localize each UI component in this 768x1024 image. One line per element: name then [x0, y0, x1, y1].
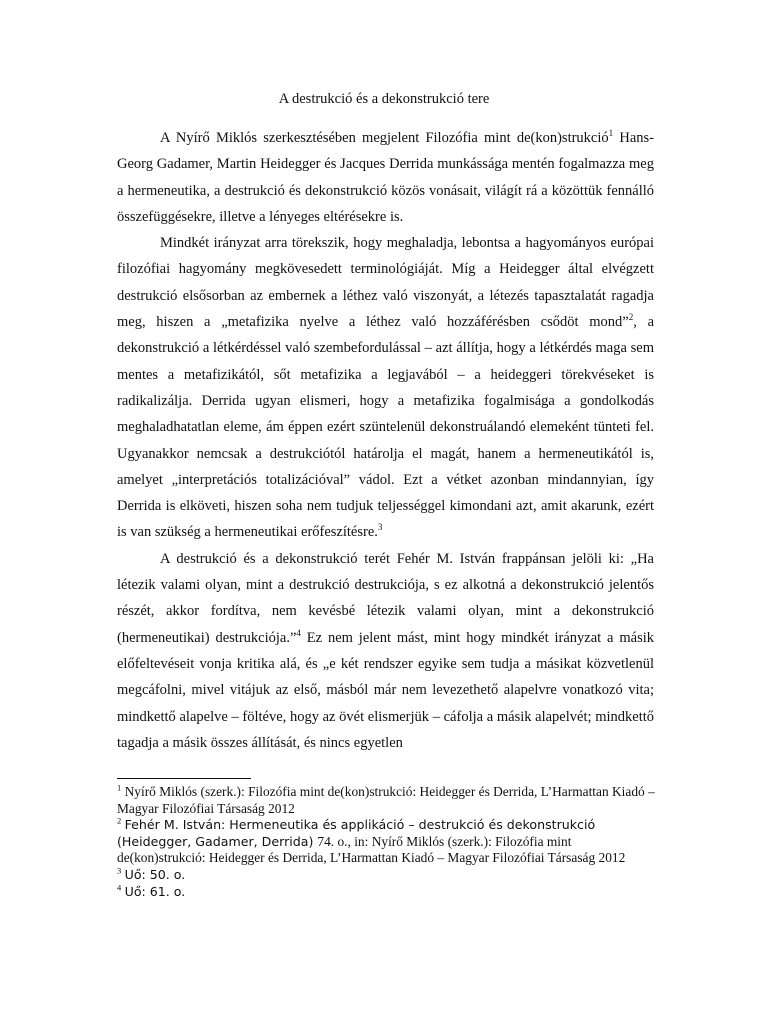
- footnote-number: 3: [117, 865, 122, 876]
- paragraph-1: [117, 125, 654, 230]
- footnote-text-sans: Fehér M. István: Hermeneutika és applikáció – destrukció és dekonstrukció (Heidegger, Gadamer, Derrida): [117, 817, 596, 849]
- paragraph-3-part-b: Ez nem jelent mást, mint hogy mindkét irányzat a másik előfeltevéseit vonja kritika alá, és „e két rendszer egyike sem tudja a másikat közvetlenül megcáfolni, mivel vitájuk az első, másból már nem levezethető alapelvre vonatkozó vita; mindkettő alapelve – föltéve, hogy az övét elismerjük – cáfolja a másik alapelvét; mindkettő tagadja a másik összes állítását, és nincs egyetlen: [117, 629, 654, 751]
- footnote-2: [117, 817, 657, 867]
- page-title: A destrukció és a dekonstrukció tere: [278, 91, 490, 107]
- footnote-ref-3: 3: [377, 522, 383, 533]
- footnote-ref-1: 1: [608, 128, 614, 139]
- paragraph-3-part-a: A destrukció és a dekonstrukció terét Fehér M. István frappánsan jelöli ki: „Ha létezik valami olyan, mint a destrukció destrukciója, s ez alkotná a dekonstrukció jelentős részét, akkor fordítva, nem kevésbé létezik valami olyan, mint a dekonstrukció (hermeneutikai) destrukciója.”: [117, 550, 654, 646]
- footnote-text: 74. o., in: Nyírő Miklós (szerk.): Filozófia mint de(kon)strukció: Heidegger és Derrida, L’Harmattan Kiadó – Magyar Filozófiai Társaság 2012: [117, 833, 626, 866]
- footnote-4: [117, 884, 657, 901]
- footnote-text-sans: Uő: 50. o.: [124, 866, 186, 882]
- paragraph-1-text: A Nyírő Miklós szerkesztésében megjelent Filozófia mint de(kon)strukció: [160, 130, 609, 146]
- footnote-text: Nyírő Miklós (szerk.): Filozófia mint de(kon)strukció: Heidegger és Derrida, L’Harmattan Kiadó – Magyar Filozófiai Társaság 2012: [117, 784, 655, 816]
- footnote-ref-2: 2: [628, 312, 634, 323]
- paragraph-1-rest: Hans-Georg Gadamer, Martin Heidegger és Jacques Derrida munkássága mentén fogalmazza meg a hermeneutika, a destrukció és dekonstrukció közös vonásait, világít rá a közöttük fennálló összefüggésekre, illetve a lényeges eltérésekre is.: [117, 130, 654, 225]
- paragraph-3: [117, 546, 654, 756]
- footnote-3: [117, 867, 657, 884]
- footnote-separator: [117, 778, 251, 779]
- footnote-1: [117, 784, 657, 817]
- paragraph-2-part-b: , a dekonstrukció a létkérdéssel való szembefordulással – azt állítja, hogy a létkérdés maga sem mentes a metafizikától, sőt metafizika a legjavából – a heideggeri törekvéseket is radikalizálja. Derrida ugyan elismeri, hogy a metafizika fogalmisága a gondolkodás meghaladhatatlan eleme, ám éppen ezért szüntelenül dekonstruálandó elemeként tünteti fel. Ugyanakkor nemcsak a destrukciótól határolja el magát, hanem a hermeneutikától is, amelyet „interpretációs totalizációval” vádol. Ezt a vétket azonban mindannyian, így Derrida is elköveti, hiszen soha nem tudjuk teljességgel kimondani azt, amit akarunk, ezért is van szükség a hermeneutikai erőfeszítésre.: [117, 314, 655, 541]
- footnotes: [117, 784, 657, 900]
- footnote-number: 4: [117, 882, 122, 893]
- body-text: [117, 125, 654, 756]
- footnote-ref-4: 4: [296, 627, 301, 638]
- footnote-number: 1: [117, 782, 122, 793]
- paragraph-2-part-a: Mindkét irányzat arra törekszik, hogy meghaladja, lebontsa a hagyományos európai filozófiai hagyomány megkövesedett terminológiáját. Míg a Heidegger által elvégzett destrukció elsősorban az embernek a léthez való viszonyát, a létezés tapasztalatát ragadja meg, hiszen a „metafizika nyelve a léthez való hozzáférésben csődöt mond”: [117, 235, 654, 331]
- footnote-number: 2: [117, 815, 122, 826]
- paragraph-2: [117, 230, 654, 546]
- footnote-text-sans: Uő: 61. o.: [124, 883, 186, 899]
